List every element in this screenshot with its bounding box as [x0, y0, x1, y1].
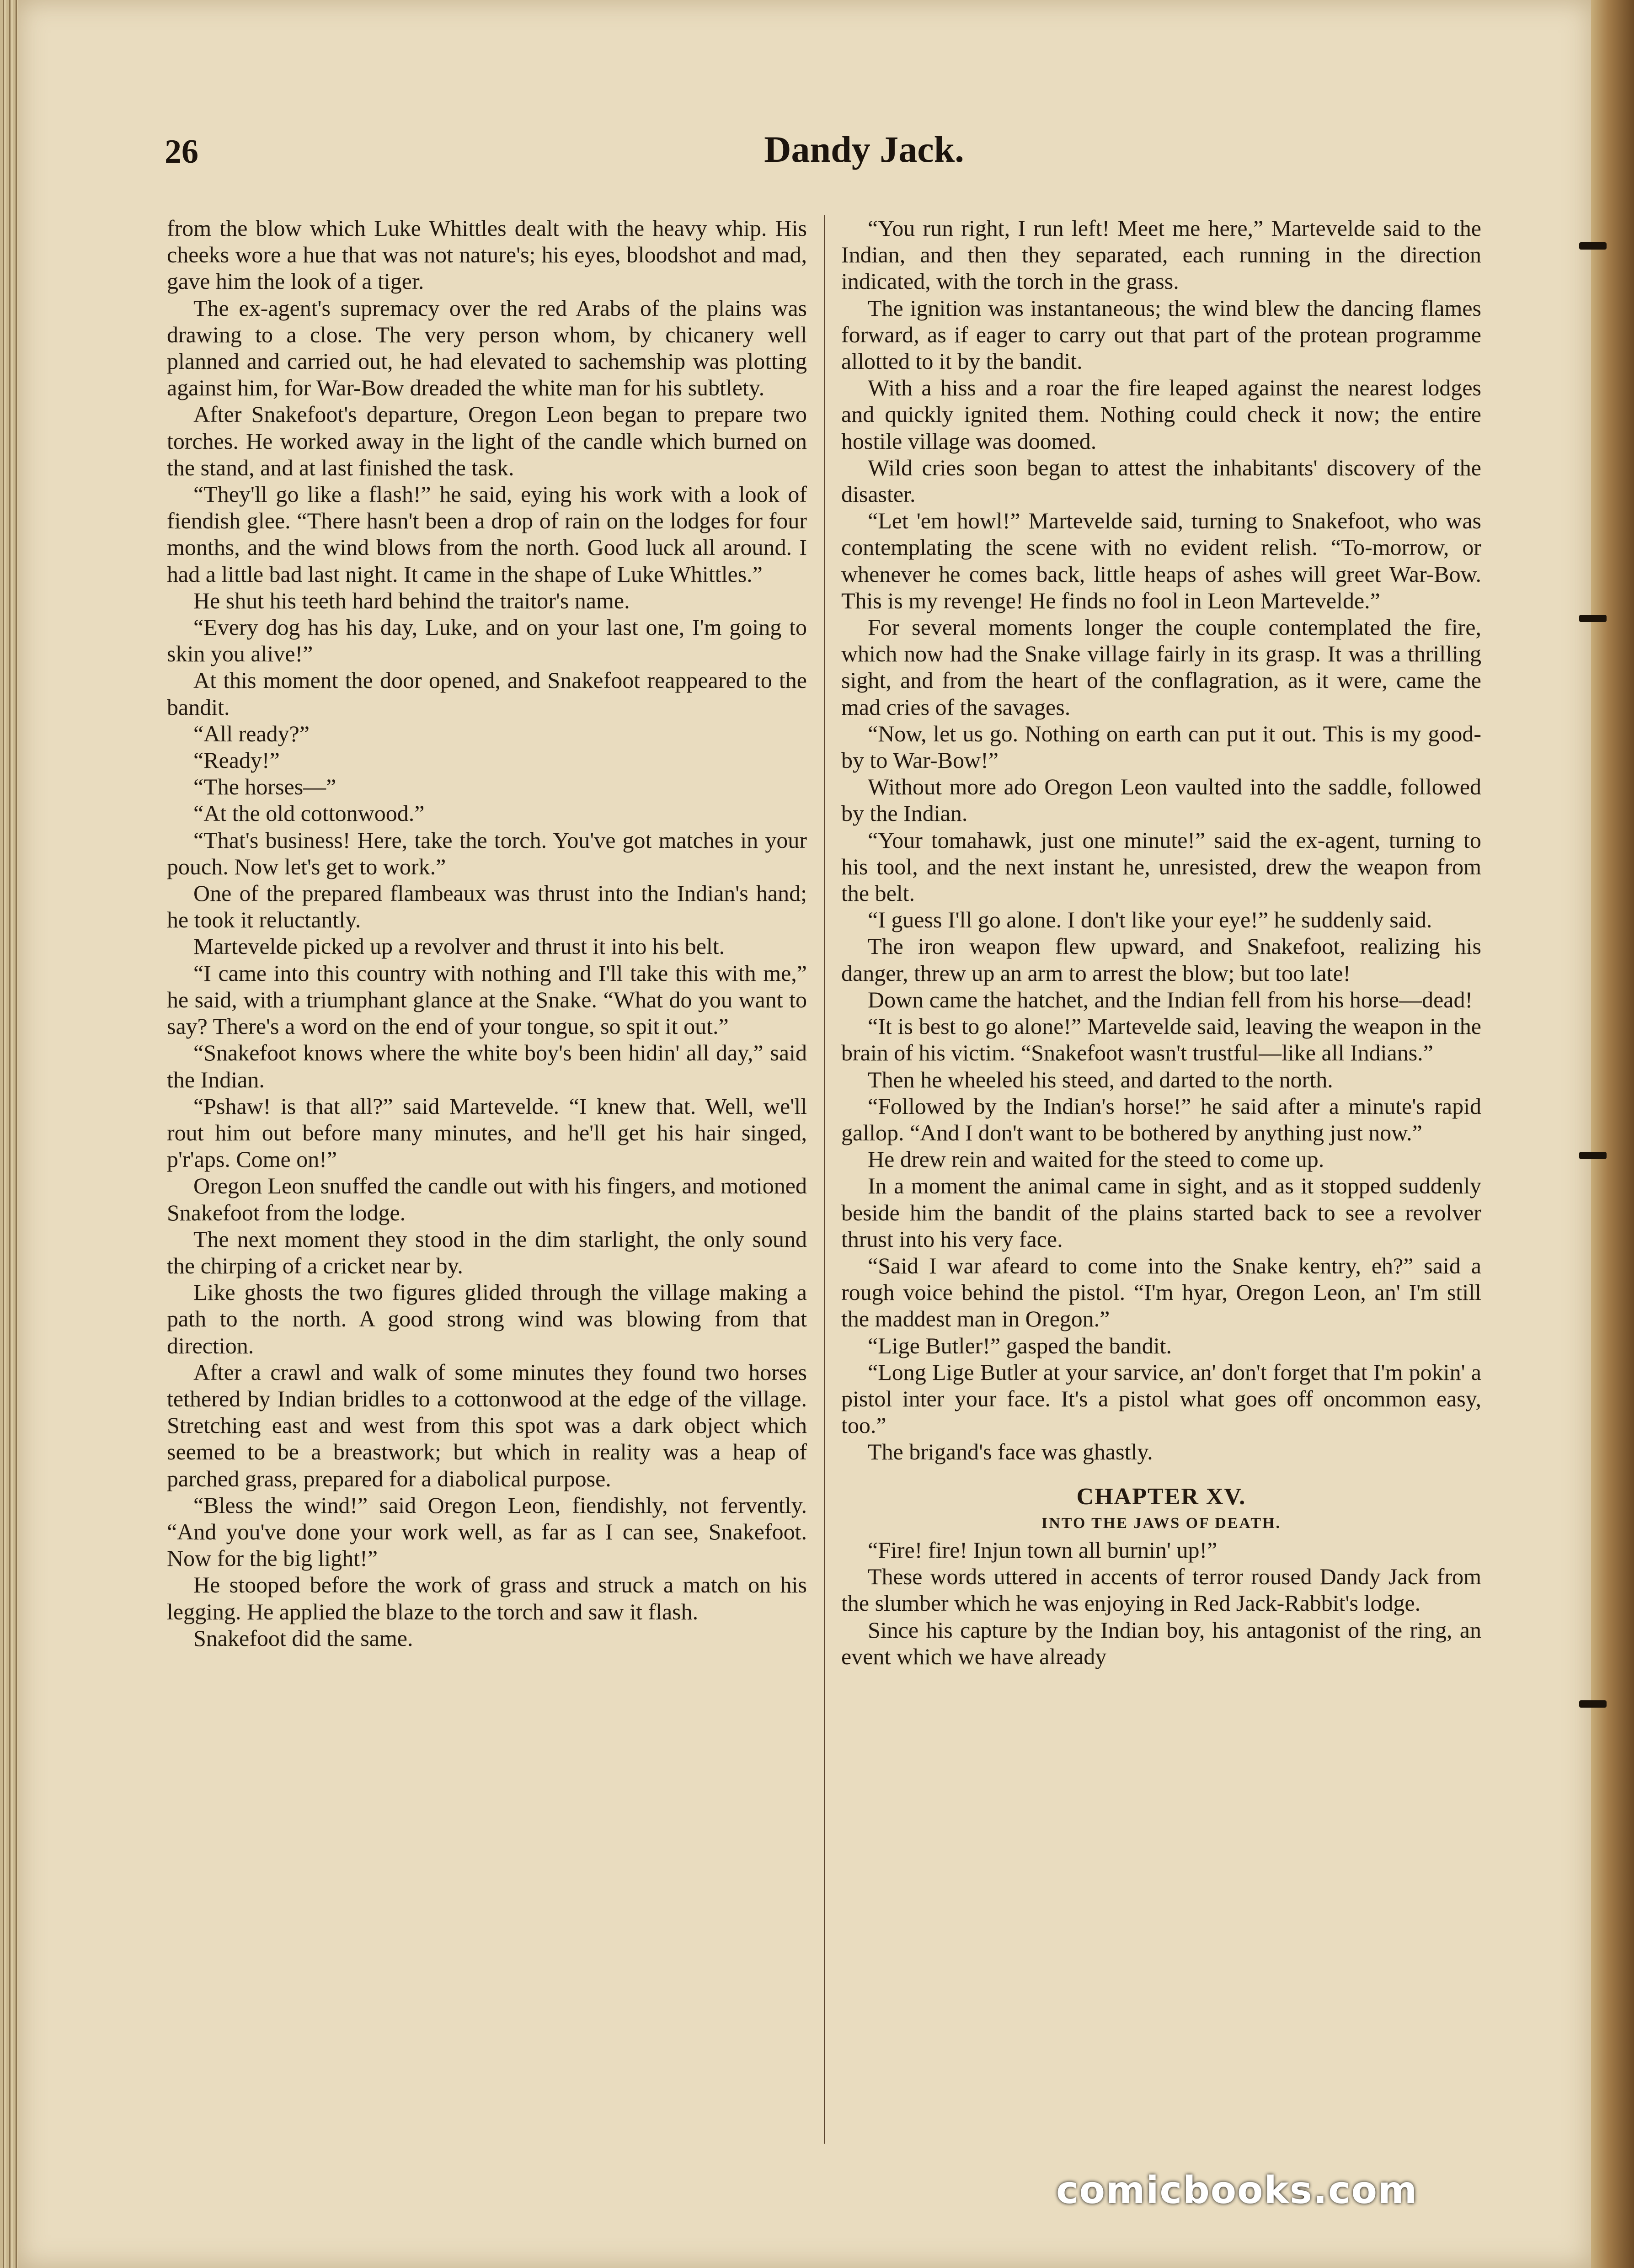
paragraph: At this moment the door opened, and Snakefoot reappeared to the bandit.	[167, 667, 807, 720]
paragraph: With a hiss and a roar the fire leaped against the nearest lodges and quickly ignited them. Nothing could check it now; the entire hostile village was doomed.	[841, 375, 1481, 454]
paragraph: “At the old cottonwood.”	[193, 800, 425, 826]
paragraph: Down came the hatchet, and the Indian fell from his horse—dead!	[868, 986, 1473, 1012]
paragraph: Oregon Leon snuffed the candle out with his fingers, and motioned Snakefoot from the lodge.	[167, 1173, 807, 1225]
chapter-heading: CHAPTER XV.	[1076, 1483, 1246, 1510]
paragraph: He stooped before the work of grass and struck a match on his legging. He applied the blaze to the torch and saw it flash.	[167, 1572, 807, 1624]
paragraph: The iron weapon flew upward, and Snakefoot, realizing his danger, threw up an arm to arrest the blow; but too late!	[841, 933, 1481, 986]
paragraph: “Your tomahawk, just one minute!” said the ex-agent, turning to his tool, and the next instant he, unresisted, drew the weapon from the belt.	[841, 827, 1481, 906]
right-column	[841, 215, 1481, 2157]
left-column	[167, 215, 807, 2157]
paragraph: Wild cries soon began to attest the inhabitants' discovery of the disaster.	[841, 454, 1481, 507]
paragraph: “Pshaw! is that all?” said Martevelde. “I knew that. Well, we'll rout him out before many minutes, and he'll get his hair singed, p'r'aps. Come on!”	[167, 1093, 807, 1172]
binding-tab	[1579, 1700, 1607, 1708]
binding-tab	[1579, 242, 1607, 250]
paragraph: from the blow which Luke Whittles dealt with the heavy whip. His cheeks wore a hue that was not nature's; his eyes, bloodshot and mad, gave him the look of a tiger.	[167, 215, 807, 294]
paragraph: “Let 'em howl!” Martevelde said, turning to Snakefoot, who was contemplating the scene with no evident relish. “To-morrow, or whenever he comes back, little heaps of ashes will greet War-Bow. This is my revenge! He finds no fool in Leon Martevelde.”	[841, 508, 1481, 613]
paragraph: Since his capture by the Indian boy, his antagonist of the ring, an event which we have already	[841, 1617, 1481, 1669]
paragraph: “Bless the wind!” said Oregon Leon, fiendishly, not fervently. “And you've done your work well, as far as I can see, Snakefoot. Now for the big light!”	[167, 1492, 807, 1571]
paragraph: Martevelde picked up a revolver and thrust it into his belt.	[193, 933, 725, 959]
paragraph: “Long Lige Butler at your sarvice, an' don't forget that I'm pokin' a pistol inter your face. It's a pistol what goes off oncommon easy, too.”	[841, 1359, 1481, 1438]
paragraph: The next moment they stood in the dim starlight, the only sound the chirping of a cricket near by.	[167, 1226, 807, 1278]
column-divider	[824, 215, 825, 2144]
paragraph: “Followed by the Indian's horse!” he said after a minute's rapid gallop. “And I don't want to be bothered by anything just now.”	[841, 1093, 1481, 1145]
paragraph: He drew rein and waited for the steed to come up.	[868, 1146, 1324, 1172]
paragraph: One of the prepared flambeaux was thrust into the Indian's hand; he took it reluctantly.	[167, 880, 807, 933]
paragraph: These words uttered in accents of terror roused Dandy Jack from the slumber which he was enjoying in Red Jack-Rabbit's lodge.	[841, 1564, 1481, 1616]
paragraph: “The horses—”	[193, 774, 336, 800]
paragraph: “I came into this country with nothing and I'll take this with me,” he said, with a triumphant glance at the Snake. “What do you want to say? There's a word on the end of your tongue, so spit it out.”	[167, 960, 807, 1039]
site-watermark: comicbooks.com	[1056, 2169, 1418, 2212]
paragraph: “All ready?”	[193, 720, 310, 746]
paragraph: “You run right, I run left! Meet me here,” Martevelde said to the Indian, and then they separated, each running in the direction indicated, with the torch in the grass.	[841, 215, 1481, 294]
page-header	[165, 128, 1481, 183]
paragraph: “I guess I'll go alone. I don't like your eye!” he suddenly said.	[868, 907, 1432, 933]
paragraph: “That's business! Here, take the torch. You've got matches in your pouch. Now let's get to work.”	[167, 827, 807, 879]
paragraph: “They'll go like a flash!” he said, eying his work with a look of fiendish glee. “There hasn't been a drop of rain on the lodges for four months, and the wind blows from the north. Good luck all around. I had a little bad last night. It came in the shape of Luke Whittles.”	[167, 481, 807, 587]
paragraph: Then he wheeled his steed, and darted to the north.	[868, 1066, 1333, 1092]
binding-tab	[1579, 615, 1607, 622]
paragraph: After Snakefoot's departure, Oregon Leon began to prepare two torches. He worked away in the light of the candle which burned on the stand, and at last finished the task.	[167, 401, 807, 480]
paragraph: The ignition was instantaneous; the wind blew the dancing flames forward, as if eager to carry out that part of the protean programme allotted to it by the bandit.	[841, 295, 1481, 374]
paragraph: “Snakefoot knows where the white boy's been hidin' all day,” said the Indian.	[167, 1040, 807, 1092]
paragraph: After a crawl and walk of some minutes they found two horses tethered by Indian bridles to a cottonwood at the edge of the village. Stretching east and west from this spot was a dark object which seemed to be a breastwork; but which in reality was a heap of parched grass, prepared for a diabolical purpose.	[167, 1359, 807, 1491]
paragraph: “It is best to go alone!” Martevelde said, leaving the weapon in the brain of his victim. “Snakefoot wasn't trustful—like all Indians.”	[841, 1013, 1481, 1066]
binding-tab	[1579, 1152, 1607, 1159]
paragraph: “Said I war afeard to come into the Snake kentry, eh?” said a rough voice behind the pistol. “I'm hyar, Oregon Leon, an' I'm still the maddest man in Oregon.”	[841, 1252, 1481, 1332]
paragraph: The ex-agent's supremacy over the red Arabs of the plains was drawing to a close. The very person whom, by chicanery well planned and carried out, he had elevated to sachemship was plotting against him, for War-Bow dreaded the white man for his subtlety.	[167, 295, 807, 401]
paragraph: Without more ado Oregon Leon vaulted into the saddle, followed by the Indian.	[841, 774, 1481, 826]
paragraph: Snakefoot did the same.	[193, 1625, 413, 1651]
paragraph: “Ready!”	[193, 747, 280, 773]
running-title: Dandy Jack.	[764, 128, 964, 170]
paragraph: “Lige Butler!” gasped the bandit.	[868, 1332, 1172, 1358]
chapter-subheading: INTO THE JAWS OF DEATH.	[1041, 1514, 1281, 1532]
paragraph: He shut his teeth hard behind the traitor's name.	[193, 587, 630, 613]
paragraph: In a moment the animal came in sight, and as it stopped suddenly beside him the bandit of the plains started back to see a revolver thrust into his very face.	[841, 1173, 1481, 1252]
paragraph: “Now, let us go. Nothing on earth can put it out. This is my good-by to War-Bow!”	[841, 720, 1481, 773]
binding-edge	[1591, 0, 1634, 2268]
paragraph: The brigand's face was ghastly.	[868, 1439, 1153, 1465]
paragraph: “Fire! fire! Injun town all burnin' up!”	[868, 1537, 1217, 1563]
paragraph: For several moments longer the couple contemplated the fire, which now had the Snake village fairly in its grasp. It was a thrilling sight, and from the heart of the conflagration, as it were, came the mad cries of the savages.	[841, 614, 1481, 720]
paragraph: Like ghosts the two figures glided through the village making a path to the north. A good strong wind was blowing from that direction.	[167, 1279, 807, 1358]
page-number: 26	[165, 133, 198, 170]
scanned-page	[18, 0, 1591, 2268]
paragraph: “Every dog has his day, Luke, and on your last one, I'm going to skin you alive!”	[167, 614, 807, 667]
